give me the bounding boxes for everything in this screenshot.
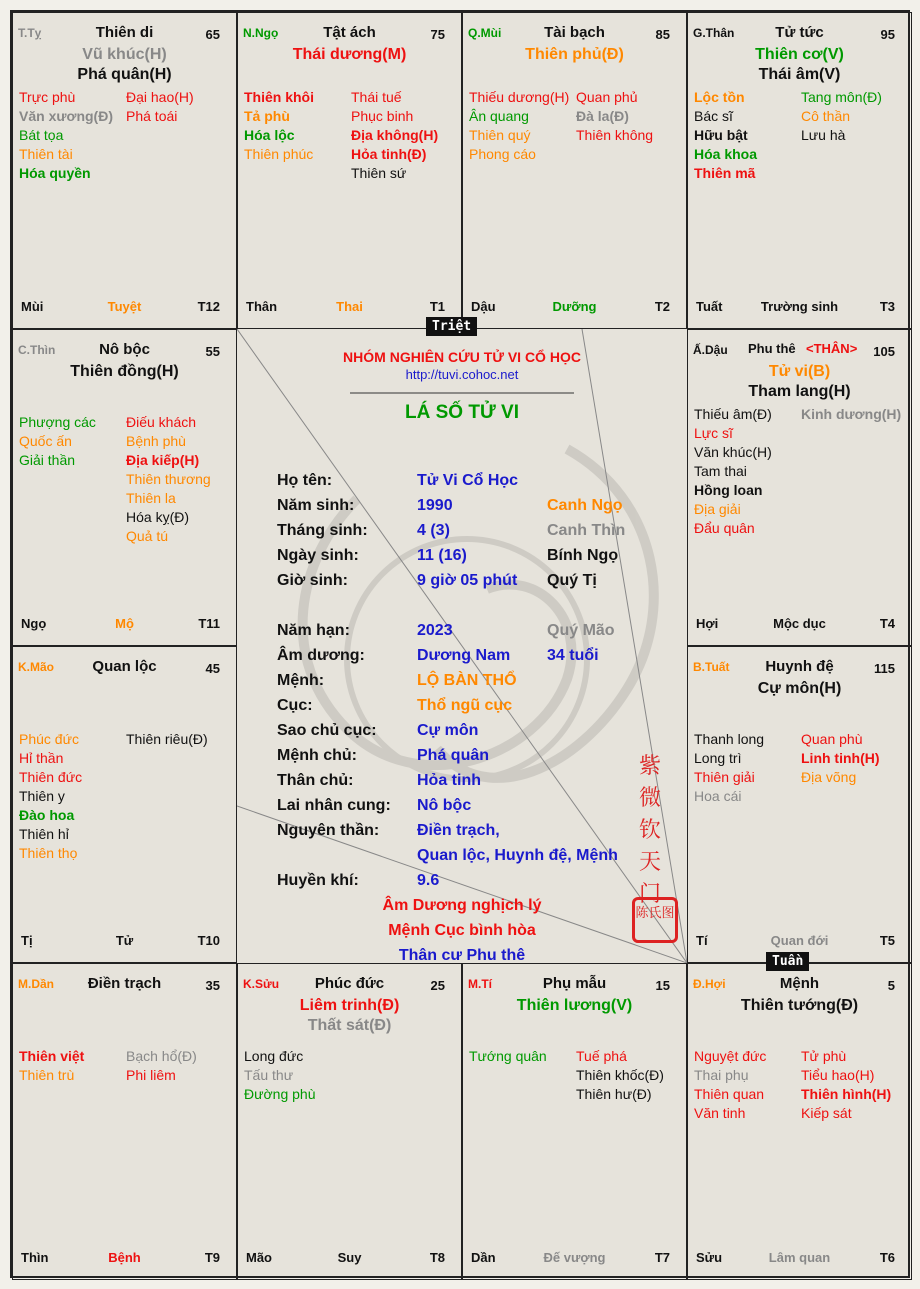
minor-star: Thiên thương	[126, 471, 211, 487]
palace-code: T3	[879, 299, 895, 314]
palace-name: Tài bạch	[544, 24, 605, 41]
minor-star: Địa kiếp(H)	[126, 452, 200, 468]
minor-star: Tả phù	[244, 108, 290, 124]
palace-age: 35	[205, 978, 220, 993]
palace-thin[interactable]	[12, 329, 237, 646]
minor-star: Hữu bật	[694, 127, 748, 143]
palace-age: 85	[655, 27, 670, 42]
minor-star: Văn tinh	[694, 1105, 746, 1121]
minor-star: Thiên giải	[694, 769, 755, 785]
seal-stamp-text: 陈氏图	[635, 905, 675, 920]
major-star: Tham lang(H)	[748, 383, 851, 400]
info-label: Nguyên thần:	[277, 822, 380, 839]
minor-star: Long đức	[244, 1048, 304, 1064]
life-phase: Thai	[336, 299, 363, 314]
palace-stem-branch: M.Dần	[18, 977, 54, 991]
minor-star: Đẩu quân	[694, 520, 755, 536]
palace-stem-branch: Đ.Hợi	[693, 977, 726, 991]
info-value-secondary: Quý Mão	[547, 622, 615, 639]
minor-star: Tiểu hao(H)	[801, 1067, 875, 1083]
seal-character: 钦	[639, 817, 662, 842]
palace-code: T12	[197, 299, 220, 314]
minor-star: Hoa cái	[694, 788, 742, 804]
info-value: LỘ BÀN THỔ	[417, 672, 517, 689]
palace-stem-branch: G.Thân	[693, 26, 735, 40]
info-value-secondary: 34 tuổi	[547, 647, 599, 664]
palace-code: T11	[198, 616, 220, 631]
minor-star: Hồng loan	[694, 482, 763, 498]
info-label: Thân chủ:	[277, 772, 354, 789]
minor-star: Tuế phá	[576, 1048, 627, 1064]
palace-stem-branch: K.Sửu	[243, 977, 280, 991]
minor-star: Thiếu dương(H)	[469, 89, 570, 105]
palace-branch: Tị	[21, 933, 33, 948]
palace-stem-branch: Ấ.Dậu	[693, 343, 728, 357]
minor-star: Đại hao(H)	[126, 89, 194, 105]
palace-than[interactable]	[687, 12, 912, 329]
palace-branch: Hợi	[696, 616, 719, 631]
aspect-lines	[237, 329, 687, 963]
minor-star: Kinh dương(H)	[801, 406, 902, 422]
minor-star: Thiên thọ	[19, 845, 78, 861]
palace-suu[interactable]	[237, 963, 462, 1280]
minor-star: Bác sĩ	[694, 108, 733, 124]
minor-star: Cô thần	[801, 108, 851, 124]
info-label: Lai nhân cung:	[277, 797, 391, 814]
minor-star: Thiên trù	[19, 1067, 75, 1083]
minor-star: Địa giải	[694, 501, 741, 517]
minor-star: Thiên hư(Đ)	[576, 1086, 652, 1102]
palace-code: T9	[204, 1250, 220, 1265]
minor-star: Thiếu âm(Đ)	[694, 406, 772, 422]
info-value: Cự môn	[417, 722, 479, 739]
seal-character: 天	[639, 849, 662, 874]
palace-age: 25	[430, 978, 445, 993]
palace-age: 75	[430, 27, 445, 42]
seal-character: 门	[639, 881, 662, 906]
minor-star: Thiên phúc	[244, 146, 314, 162]
palace-code: T1	[429, 299, 445, 314]
major-star: Thái dương(M)	[292, 46, 407, 63]
palace-stem-branch: C.Thìn	[18, 343, 56, 357]
palace-code: T6	[879, 1250, 895, 1265]
palace-branch: Dậu	[471, 299, 496, 314]
palace-age: 105	[873, 344, 895, 359]
chart-title: LÁ SỐ TỬ VI	[405, 402, 519, 423]
palace-name: Quan lộc	[92, 658, 157, 675]
info-label: Năm sinh:	[277, 497, 355, 514]
minor-star: Bát tọa	[19, 127, 64, 143]
palace-stem-branch: T.Tỵ	[18, 26, 42, 40]
info-label: Giờ sinh:	[277, 572, 348, 589]
tu-vi-chart	[10, 10, 910, 1278]
palace-name: Mệnh	[779, 975, 820, 992]
minor-star: Địa võng	[801, 769, 857, 785]
minor-star: Lực sĩ	[694, 425, 733, 441]
minor-star: Hỏa tinh(Đ)	[351, 146, 427, 162]
minor-star: Linh tinh(H)	[801, 750, 880, 766]
minor-star: Thiên đức	[19, 769, 83, 785]
palace-age: 5	[887, 978, 895, 993]
palace-branch: Mùi	[21, 299, 44, 314]
seal-character: 紫	[639, 753, 662, 778]
info-value-secondary: Bính Ngọ	[547, 547, 619, 564]
minor-star: Thai phụ	[694, 1067, 749, 1083]
minor-star: Quốc ấn	[19, 433, 72, 449]
info-value: Phá quân	[417, 747, 490, 764]
palace-mui[interactable]	[462, 12, 687, 329]
life-phase: Quan đới	[770, 933, 829, 948]
palace-branch: Sửu	[696, 1250, 723, 1265]
palace-name: Phu thê	[748, 341, 796, 356]
palace-hoi[interactable]	[687, 963, 912, 1280]
life-phase: Dưỡng	[552, 299, 597, 314]
minor-star: Thiên riêu(Đ)	[126, 731, 208, 747]
minor-star: Thanh long	[694, 731, 765, 747]
palace-tuat[interactable]	[687, 646, 912, 963]
minor-star: Thiên quý	[469, 127, 531, 143]
palace-stem-branch: B.Tuất	[693, 660, 730, 674]
palace-branch: Thìn	[21, 1250, 49, 1265]
major-star: Vũ khúc(H)	[82, 46, 167, 63]
minor-star: Phi liêm	[126, 1067, 176, 1083]
palace-stem-branch: N.Ngọ	[243, 26, 279, 40]
minor-star: Phục binh	[351, 108, 414, 124]
life-phase: Đế vượng	[543, 1250, 606, 1265]
major-star: Thái âm(V)	[758, 66, 841, 83]
life-phase: Suy	[337, 1250, 362, 1265]
minor-star: Trực phù	[19, 89, 76, 105]
life-phase: Bệnh	[108, 1250, 141, 1265]
palace-ty[interactable]	[12, 12, 237, 329]
minor-star: Văn xương(Đ)	[19, 108, 113, 124]
info-value: Điền trạch,	[417, 822, 500, 839]
palace-name: Điền trạch	[87, 975, 162, 992]
major-star: Thiên cơ(V)	[755, 46, 844, 63]
minor-star: Ân quang	[469, 108, 529, 124]
triet-tag: Triệt	[426, 317, 477, 336]
info-value: Tử Vi Cổ Học	[417, 472, 519, 489]
palace-stem-branch: K.Mão	[18, 660, 54, 674]
palace-ngo[interactable]	[237, 12, 462, 329]
minor-star: Văn khúc(H)	[694, 444, 772, 460]
info-value: 9.6	[417, 872, 440, 889]
minor-star: Tang môn(Đ)	[801, 89, 882, 105]
minor-star: Tử phù	[801, 1048, 847, 1064]
palace-age: 15	[655, 978, 670, 993]
info-value: Nô bộc	[417, 797, 472, 814]
info-label: Ngày sinh:	[277, 547, 359, 564]
tuan-tag: Tuần	[766, 952, 809, 971]
minor-star: Tướng quân	[469, 1048, 547, 1064]
info-label: Huyền khí:	[277, 872, 359, 889]
website-link[interactable]: http://tuvi.cohoc.net	[405, 367, 519, 382]
minor-star: Lộc tồn	[694, 89, 745, 105]
major-star: Cự môn(H)	[757, 680, 842, 697]
life-phase: Trường sinh	[760, 299, 839, 314]
minor-star: Hóa kỵ(Đ)	[126, 509, 190, 525]
palace-dan[interactable]	[12, 963, 237, 1280]
palace-mao[interactable]	[12, 646, 237, 963]
minor-star: Long trì	[694, 750, 742, 766]
info-value: 2023	[417, 622, 453, 639]
minor-star: Thiên hỉ	[19, 826, 69, 842]
than-marker: <THÂN>	[806, 341, 858, 356]
chart-note: Âm Dương nghịch lý	[382, 897, 542, 914]
minor-star: Thiên khôi	[244, 89, 314, 105]
palace-code: T4	[879, 616, 895, 631]
info-label: Năm hạn:	[277, 622, 350, 639]
minor-star: Hóa khoa	[694, 146, 758, 162]
info-label: Sao chủ cục:	[277, 722, 377, 739]
minor-star: Thiên tài	[19, 146, 73, 162]
minor-star: Thiên hình(H)	[801, 1086, 892, 1102]
palace-branch: Tuất	[696, 299, 723, 314]
major-star: Thiên lương(V)	[516, 997, 633, 1014]
minor-star: Bệnh phù	[126, 433, 186, 449]
palace-name: Nô bộc	[99, 341, 150, 358]
minor-star: Thiên việt	[19, 1048, 85, 1064]
seal-character: 微	[639, 785, 662, 810]
info-label: Mệnh:	[277, 672, 325, 689]
info-value: Quan lộc, Huynh đệ, Mệnh	[417, 847, 618, 864]
palace-code: T7	[654, 1250, 670, 1265]
palace-name: Phúc đức	[314, 975, 385, 992]
major-star: Phá quân(H)	[77, 66, 172, 83]
minor-star: Đào hoa	[19, 807, 75, 823]
minor-star: Phúc đức	[19, 731, 79, 747]
minor-star: Hóa quyền	[19, 165, 91, 181]
life-phase: Lâm quan	[768, 1250, 831, 1265]
minor-star: Kiếp sát	[801, 1105, 852, 1121]
major-star: Thiên đồng(H)	[70, 363, 179, 380]
info-value-secondary: Canh Ngọ	[547, 497, 623, 514]
palace-code: T10	[197, 933, 220, 948]
palace-stem-branch: Q.Mùi	[468, 26, 502, 40]
info-value: 4 (3)	[417, 522, 450, 539]
minor-star: Thiên không	[576, 127, 654, 143]
palace-branch: Thân	[246, 299, 278, 314]
palace-name: Tử tức	[775, 24, 824, 41]
palace-branch: Ngọ	[21, 616, 47, 631]
minor-star: Điếu khách	[126, 414, 197, 430]
minor-star: Hóa lộc	[244, 127, 295, 143]
minor-star: Đà la(Đ)	[576, 108, 629, 124]
minor-star: Quan phù	[801, 731, 863, 747]
palace-branch: Tí	[696, 933, 708, 948]
life-phase: Tuyệt	[107, 299, 142, 314]
minor-star: Giải thần	[19, 452, 76, 468]
minor-star: Hỉ thần	[19, 750, 64, 766]
minor-star: Phá toái	[126, 108, 178, 124]
palace-name: Thiên di	[95, 24, 154, 41]
major-star: Tử vi(B)	[768, 363, 831, 380]
palace-branch: Dần	[471, 1250, 496, 1265]
minor-star: Nguyệt đức	[694, 1048, 767, 1064]
minor-star: Thiên y	[19, 788, 65, 804]
info-value: Hỏa tinh	[417, 772, 481, 789]
palace-age: 55	[205, 344, 220, 359]
info-value: Dương Nam	[417, 647, 511, 664]
life-phase: Tử	[115, 933, 134, 948]
minor-star: Thiên mã	[694, 165, 756, 181]
palace-code: T8	[429, 1250, 445, 1265]
org-name: NHÓM NGHIÊN CỨU TỬ VI CỔ HỌC	[343, 349, 581, 365]
major-star: Thất sát(Đ)	[307, 1017, 392, 1034]
minor-star: Đường phù	[244, 1086, 316, 1102]
info-value-secondary: Canh Thìn	[547, 522, 626, 539]
center-info-panel	[237, 329, 687, 963]
palace-name: Phụ mẫu	[542, 975, 607, 992]
palace-age: 115	[874, 661, 895, 676]
info-value: Thổ ngũ cục	[417, 697, 513, 714]
palace-branch: Mão	[246, 1250, 272, 1265]
info-value-secondary: Quý Tị	[547, 572, 597, 589]
minor-star: Quả tú	[126, 528, 169, 544]
minor-star: Địa không(H)	[351, 127, 439, 143]
major-star: Liêm trinh(Đ)	[299, 997, 400, 1014]
life-phase: Mộc dục	[773, 616, 826, 631]
minor-star: Quan phủ	[576, 89, 638, 105]
info-value: 1990	[417, 497, 453, 514]
palace-dau[interactable]	[687, 329, 912, 646]
minor-star: Bạch hổ(Đ)	[126, 1048, 197, 1064]
minor-star: Phượng các	[19, 414, 96, 430]
life-phase: Mộ	[115, 616, 134, 631]
minor-star: Thái tuế	[351, 89, 402, 105]
minor-star: Phong cáo	[469, 146, 536, 162]
minor-star: Tấu thư	[244, 1067, 294, 1083]
palace-age: 65	[205, 27, 220, 42]
palace-ti[interactable]	[462, 963, 687, 1280]
chart-note: Mệnh Cục bình hòa	[388, 922, 536, 939]
minor-star: Thiên khốc(Đ)	[576, 1067, 664, 1083]
palace-code: T2	[654, 299, 670, 314]
minor-star: Thiên la	[126, 490, 176, 506]
palace-age: 45	[205, 661, 220, 676]
info-label: Cục:	[277, 697, 313, 714]
major-star: Thiên tướng(Đ)	[740, 997, 859, 1014]
info-label: Mệnh chủ:	[277, 747, 357, 764]
minor-star: Thiên quan	[694, 1086, 765, 1102]
info-label: Tháng sinh:	[277, 522, 368, 539]
minor-star: Lưu hà	[801, 127, 846, 143]
info-label: Họ tên:	[277, 472, 333, 489]
palace-name: Tật ách	[323, 24, 376, 41]
seal-stamp	[632, 897, 678, 943]
minor-star: Thiên sứ	[351, 165, 407, 181]
info-value: 11 (16)	[417, 547, 467, 564]
chart-note: Thân cư Phu thê	[398, 947, 526, 964]
palace-stem-branch: M.Tí	[468, 977, 492, 991]
minor-star: Tam thai	[694, 463, 747, 479]
palace-name: Huynh đệ	[765, 658, 834, 675]
major-star: Thiên phủ(Đ)	[525, 46, 624, 63]
palace-code: T5	[879, 933, 895, 948]
info-label: Âm dương:	[277, 647, 365, 664]
palace-age: 95	[880, 27, 895, 42]
info-value: 9 giờ 05 phút	[417, 572, 518, 589]
